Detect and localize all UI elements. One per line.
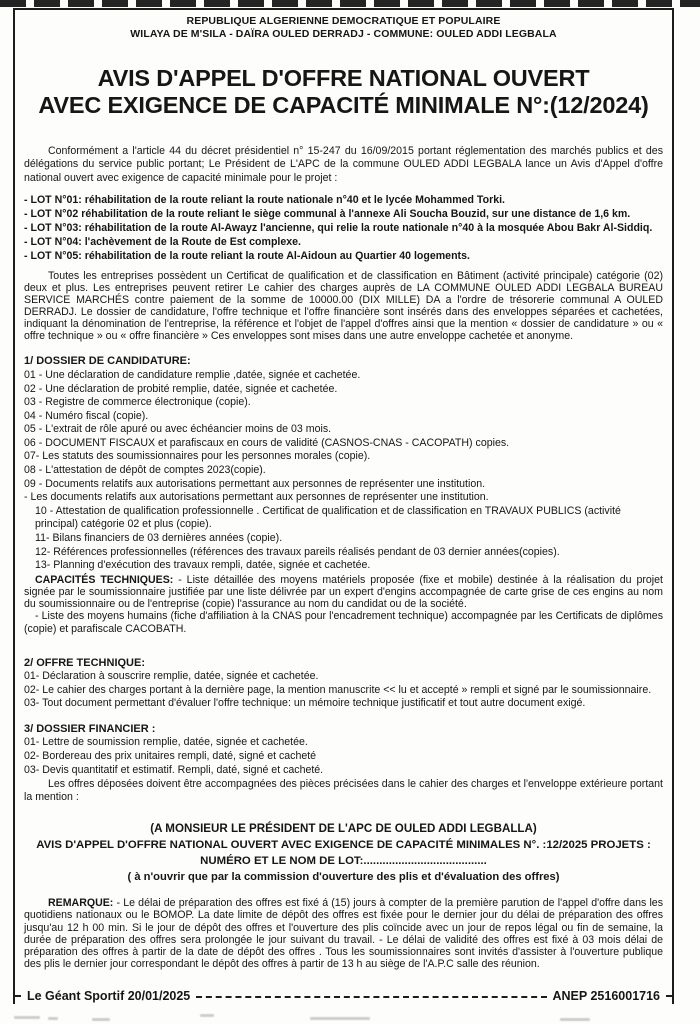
offre-technique-item: 02- Le cahier des charges portant à la dernière page, la mention manuscrite << lu et accepté » rempli et signé par le soumissionnaire. bbox=[24, 683, 652, 696]
envelope-mention-block bbox=[24, 821, 663, 885]
eligibility-paragraph: Toutes les entreprises possèdent un Certificat de qualification et de classification en Bâtiment (activité principale) catégorie (02) deux et plus. Les entreprises peuvent retirer Le cahier des charges auprès de LA COMMUNE OULED ADDI LEGBALA BUREAU SERVICE MARCHÉS contre paiement de la somme de 10000.00 (DIX MILLE) DA a l'ordre de trésorerie communal A OULED DERRADJ. Le dossier de candidature, l'offre technique et l'offre financière sont insérés dans des enveloppes séparées et cachetées, indiquant la dénomination de l'entreprise, la référence et l'objet de l'appel d'offres ainsi que la mention « dossier de candidature » ou « offre technique » ou « offre financière » Ces enveloppes sont mises dans une autre enveloppe cachetée et anonyme. bbox=[24, 270, 663, 343]
cut-off-next-advert-artifact bbox=[0, 1014, 700, 1024]
closing-paragraph: Les offres déposées doivent être accompagnées des pièces précisées dans le cahier des charges et l'enveloppe extérieure portant la mention : bbox=[24, 778, 663, 803]
footer-dashed-rule bbox=[196, 996, 546, 998]
candidature-item: 10 - Attestation de qualification professionnelle . Certificat de qualification et de classification en TRAVAUX PUBLICS (activité principal) catégorie 02 et plus (copie). bbox=[35, 504, 621, 531]
candidature-item: 13- Planning d'exécution des travaux rempli, datée, signée et cachetée. bbox=[35, 559, 371, 572]
remarque-paragraph bbox=[24, 897, 663, 970]
mention-commission-line: ( à n'ouvrir que par la commission d'ouverture des plis et d'évaluation des offres) bbox=[127, 871, 560, 884]
section-candidature-heading: 1/ DOSSIER DE CANDIDATURE: bbox=[24, 355, 191, 368]
notice-title bbox=[24, 65, 663, 118]
capacites-techniques-label: CAPACITÉS TECHNIQUES: bbox=[35, 573, 174, 586]
dossier-financier-item: 02- Bordereau des prix unitaires rempli, daté, signé et cacheté bbox=[24, 750, 317, 762]
lot-item: - LOT N°04: l'achèvement de la Route de Est complexe. bbox=[24, 235, 301, 248]
mention-president-line: (A MONSIEUR LE PRÉSIDENT DE L'APC DE OULED ADDI LEGBALLA) bbox=[150, 822, 537, 836]
notice-title-line1: AVIS D'APPEL D'OFFRE NATIONAL OUVERT bbox=[97, 65, 590, 91]
lot-item: - LOT N°01: réhabilitation de la route reliant la route nationale n°40 et le lycée Mohammed Torki. bbox=[24, 193, 505, 206]
mention-lot-number-line: NUMÉRO ET LE NOM DE LOT:....................................... bbox=[200, 855, 487, 868]
candidature-item: 02 - Une déclaration de probité remplie, datée, signée et cachetée. bbox=[24, 382, 338, 395]
republic-header-line: REPUBLIQUE ALGERIENNE DEMOCRATIQUE ET POPULAIRE bbox=[186, 15, 501, 27]
candidature-item: 04 - Numéro fiscal (copie). bbox=[24, 409, 149, 422]
footer-left-corner bbox=[13, 995, 21, 997]
candidature-item: 08 - L'attestation de dépôt de comptes 2023(copie). bbox=[24, 464, 266, 477]
dossier-financier-item: 03- Devis quantitatif et estimatif. Rempli, daté, signé et cacheté. bbox=[24, 763, 324, 776]
lot-item: - LOT N°03: réhabilitation de la route Al-Awayz l'ancienne, qui relie la route nationale n°40 à la mosquée Abou Bakr Al-Siddiq. bbox=[24, 221, 653, 234]
candidature-items bbox=[24, 369, 663, 573]
notice-frame bbox=[13, 8, 674, 1004]
offre-technique-items bbox=[24, 670, 663, 711]
dossier-financier-item: 01- Lettre de soumission remplie, datée, signée et cachetée. bbox=[24, 736, 308, 749]
candidature-item: 06 - DOCUMENT FISCAUX et parafiscaux en cours de validité (CASNOS-CNAS - CACOPATH) copies. bbox=[24, 436, 510, 449]
section-offre-technique-heading: 2/ OFFRE TECHNIQUE: bbox=[24, 656, 146, 669]
wilaya-header-line: WILAYA DE M'SILA - DAÏRA OULED DERRADJ - COMMUNE: OULED ADDI LEGBALA bbox=[130, 28, 557, 40]
moyens-humains-paragraph: - Liste des moyens humains (fiche d'affiliation à la CNAS pour l'encadrement technique) accompagnée par les Certificats de diplômes (copie) et parafiscale CACOBATH. bbox=[24, 610, 663, 636]
mention-avis-line: AVIS D'APPEL D'OFFRE NATIONAL OUVERT AVEC EXIGENCE DE CAPACITÉ MINIMALES N°. :12/2025 PROJETS : bbox=[36, 839, 651, 852]
anep-reference: ANEP 2516001716 bbox=[552, 989, 660, 1003]
scan-torn-edge bbox=[0, 0, 700, 7]
lot-item: - LOT N°02 réhabilitation de la route reliant le siège communal à l'annexe Ali Soucha Bouzid, sur une distance de 1,6 km. bbox=[24, 207, 631, 220]
intro-paragraph: Conformément a l'article 44 du décret présidentiel n° 15-247 du 16/09/2015 portant réglementation des marchés publics et des délégations du service public portant; Le Président de L'APC de la commune OULED ADDI LEGBALA lance un Avis d'Appel d'offre national ouvert avec exigence de capacité minimale pour le projet : bbox=[24, 145, 663, 184]
notice-title-line2: AVEC EXIGENCE DE CAPACITÉ MINIMALE N°:(12/2024) bbox=[38, 91, 649, 118]
remarque-text: - Le délai de préparation des offres est fixé á (15) jours à compter de la première parution de l'appel d'offre dans les quotidiens nationaux ou le BOMOP. La date limite de dépôt des offres est fixée pour le dernier jour du délai de préparation des offres jusqu'au 12 h 00 min. Si le jour de dépôt des offres et l'ouverture des plis coïncide avec un jour de repos légal ou fin de semaine, la durée de préparation des offres sera prolongée le jour suivant du travail. - Le délai de validité des offres est fixé à 03 mois délai de préparation des offres à partir de la date de dépôt des offres . Tous les soumissionnaires sont invités d'assister à l'ouverture publique des plis le dernier jour correspondant le dépôt des offres à partir de 13 h au siège de l'A.P.C salle des réunion. bbox=[24, 897, 663, 970]
offre-technique-item: 01- Déclaration à souscrire remplie, datée, signée et cachetée. bbox=[24, 670, 319, 683]
candidature-item: 07- Les statuts des soumissionnaires pour les personnes morales (copie). bbox=[24, 450, 371, 463]
candidature-item: 01 - Une déclaration de candidature remplie ,datée, signée et cachetée. bbox=[24, 368, 361, 381]
candidature-item: 05 - L'extrait de rôle apuré ou avec échéancier moins de 03 mois. bbox=[24, 423, 332, 436]
capacites-techniques-text: - Liste détaillée des moyens matériels proposée (fixe et mobile) destinée à la réalisation du projet signée par le soumissionnaire justifiée par une liste délivrée par un expert d'engins accompagnée de carte grise de ces engins au nom du soumissionnaire ou de l'entreprise (copie) l'assurance au nom du candidat ou de la société. bbox=[24, 573, 663, 611]
notice-footer bbox=[13, 989, 674, 1003]
offre-technique-item: 03- Tout document permettant d'évaluer l'offre technique: un mémoire technique justificatif et tout autre document exigé. bbox=[24, 697, 586, 710]
candidature-item: - Les documents relatifs aux autorisations permettant aux personnes de représenter une institution. bbox=[24, 491, 489, 504]
footer-right-corner bbox=[666, 995, 674, 997]
candidature-item: 12- Références professionnelles (références des travaux pareils réalisés pendant de 03 dernier années(copies). bbox=[35, 545, 560, 558]
dossier-financier-items bbox=[24, 736, 663, 777]
candidature-item: 09 - Documents relatifs aux autorisations permettant aux personnes de représenter une institution. bbox=[24, 477, 486, 490]
candidature-item: 03 - Registre de commerce électronique (copie). bbox=[24, 396, 251, 409]
publication-name-date: Le Géant Sportif 20/01/2025 bbox=[27, 989, 191, 1003]
candidature-item: 11- Bilans financiers de 03 dernières années (copie). bbox=[35, 532, 283, 545]
remarque-label: REMARQUE: bbox=[48, 897, 114, 910]
capacites-techniques-paragraph bbox=[24, 574, 663, 611]
lot-item: - LOT N°05: réhabilitation de la route reliant la route Al-Aidoun au Quartier 40 logements. bbox=[24, 249, 470, 262]
lot-list bbox=[24, 194, 663, 264]
section-dossier-financier-heading: 3/ DOSSIER FINANCIER : bbox=[24, 722, 156, 735]
